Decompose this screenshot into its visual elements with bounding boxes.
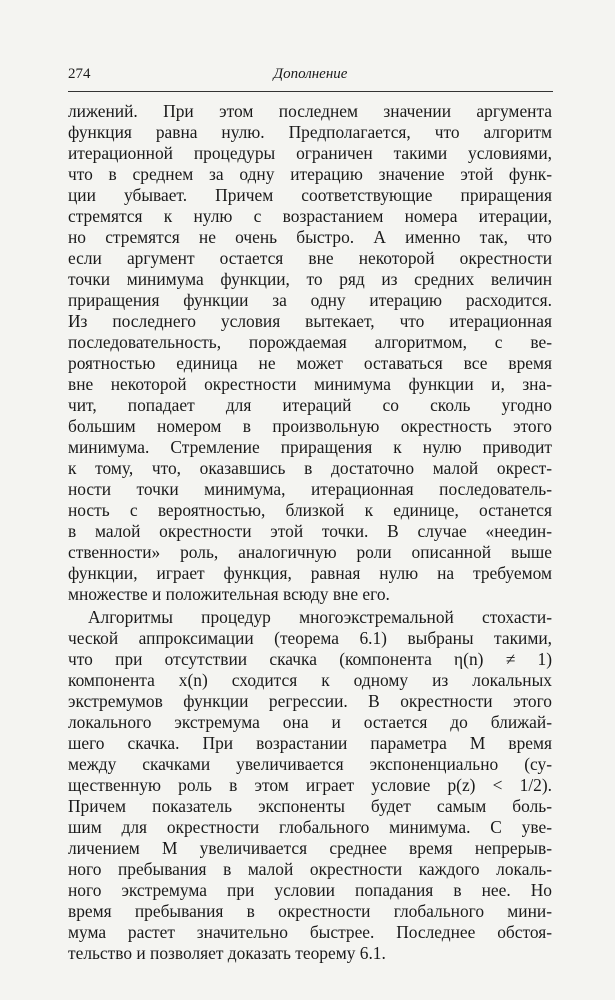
text-line: приращения функции за одну итерацию расходится.	[68, 290, 552, 310]
text-line: ного пребывания в малой окрестности каждого локаль-	[68, 859, 552, 879]
text-line: вне некоторой окрестности минимума функции и, зна-	[68, 374, 552, 394]
text-line: стремятся к нулю с возрастанием номера итерации,	[68, 206, 552, 226]
page-header	[68, 66, 553, 86]
text-line: минимума. Стремление приращения к нулю приводит	[68, 437, 552, 457]
text-line: но стремятся не очень быстро. А именно так, что	[68, 227, 552, 247]
text-line: итерационной процедуры ограничен такими условиями,	[68, 143, 552, 163]
paragraph-2	[68, 607, 552, 964]
text-line: шим для окрестности глобального минимума. С уве-	[68, 817, 552, 837]
text-line: между скачками увеличивается экспоненциально (су-	[68, 754, 552, 774]
text-line: к тому, что, оказавшись в достаточно малой окрест-	[68, 458, 552, 478]
text-line: локального экстремума она и остается до ближай-	[68, 712, 552, 732]
text-line: множестве и положительная всюду вне его.	[68, 584, 390, 604]
text-line: роятностью единица не может оставаться все время	[68, 353, 552, 373]
text-line: шего скачка. При возрастании параметра M время	[68, 733, 552, 753]
text-line: время пребывания в окрестности глобального мини-	[68, 901, 552, 921]
page-number: 274	[68, 66, 91, 82]
text-line: Причем показатель экспоненты будет самым боль-	[68, 796, 552, 816]
text-line: Из последнего условия вытекает, что итерационная	[68, 311, 552, 331]
text-line: последовательность, порождаемая алгоритмом, с ве-	[68, 332, 552, 352]
text-line: компонента x(n) сходится к одному из локальных	[68, 670, 552, 690]
text-line: что при отсутствии скачка (компонента η(n) ≠ 1)	[68, 649, 552, 669]
text-line: ного экстремума при условии попадания в нее. Но	[68, 880, 552, 900]
text-line: в малой окрестности этой точки. В случае «неедин-	[68, 521, 552, 541]
text-line: функция равна нулю. Предполагается, что алгоритм	[68, 122, 552, 142]
paragraph-1	[68, 101, 552, 605]
text-line: личением M увеличивается среднее время непрерыв-	[68, 838, 552, 858]
text-line: ственности» роль, аналогичную роли описанной выше	[68, 542, 552, 562]
text-line: лижений. При этом последнем значении аргумента	[68, 101, 552, 121]
text-line: щественную роль в этом играет условие p(z) < 1/2).	[68, 775, 552, 795]
text-line: ность с вероятностью, близкой к единице, останется	[68, 500, 552, 520]
text-line: что в среднем за одну итерацию значение этой функ-	[68, 164, 552, 184]
text-line: если аргумент остается вне некоторой окрестности	[68, 248, 552, 268]
text-line: ции убывает. Причем соответствующие приращения	[68, 185, 552, 205]
text-line: экстремумов функции регрессии. В окрестности этого	[68, 691, 552, 711]
text-line: большим номером в произвольную окрестность этого	[68, 416, 552, 436]
body-text	[68, 101, 552, 964]
text-line: Алгоритмы процедур многоэкстремальной стохасти-	[88, 607, 552, 627]
text-line: ческой аппроксимации (теорема 6.1) выбраны такими,	[68, 628, 552, 648]
running-title: Дополнение	[273, 66, 348, 82]
text-line: мума растет значительно быстрее. Последнее обстоя-	[68, 922, 552, 942]
text-line: тельство и позволяет доказать теорему 6.1.	[68, 943, 386, 963]
text-line: ности точки минимума, итерационная последователь-	[68, 479, 552, 499]
text-line: функции, играет функция, равная нулю на требуемом	[68, 563, 552, 583]
text-line: точки минимума функции, то ряд из средних величин	[68, 269, 552, 289]
text-line: чит, попадает для итераций со сколь угодно	[68, 395, 552, 415]
header-rule	[68, 91, 553, 92]
